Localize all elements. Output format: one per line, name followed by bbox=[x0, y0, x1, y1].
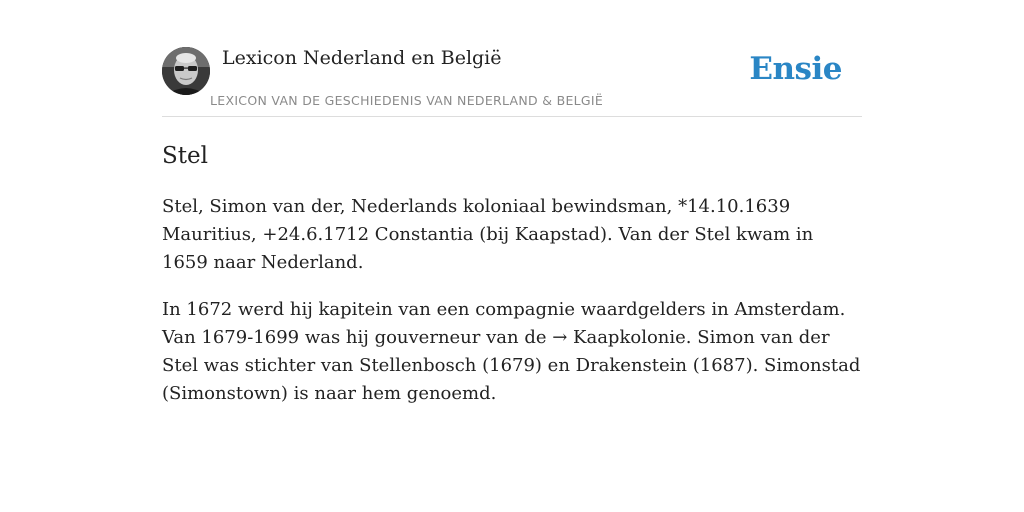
article-paragraph bbox=[162, 296, 862, 408]
page-container bbox=[162, 0, 862, 408]
author-portrait-icon bbox=[162, 47, 210, 95]
site-name-link[interactable]: Lexicon Nederland en België bbox=[222, 47, 502, 69]
site-header bbox=[162, 0, 862, 117]
author-avatar[interactable] bbox=[162, 47, 210, 95]
site-subtitle: LEXICON VAN DE GESCHIEDENIS VAN NEDERLAND & BELGIË bbox=[210, 93, 604, 108]
article-paragraph: Stel, Simon van der, Nederlands koloniaal bewindsman, *14.10.1639 Mauritius, +24.6.1712 Constantia (bij Kaapstad). Van der Stel kwam in 1659 naar Nederland. bbox=[162, 196, 814, 273]
ensie-logo-link[interactable]: Ensie bbox=[749, 51, 842, 87]
kaapkolonie-link[interactable]: → Kaapkolonie bbox=[552, 327, 686, 348]
paragraph-text: . Simon van der Stel was stichter van Stellenbosch (1679) en Drakenstein (1687). Simonstad (Simonstown) is naar hem genoemd. bbox=[162, 327, 861, 404]
paragraph-text: In 1672 werd hij kapitein van een compagnie waardgelders in Amsterdam. Van 1679-1699 was hij gouverneur van de bbox=[162, 299, 846, 348]
page-title: Stel bbox=[162, 143, 208, 169]
